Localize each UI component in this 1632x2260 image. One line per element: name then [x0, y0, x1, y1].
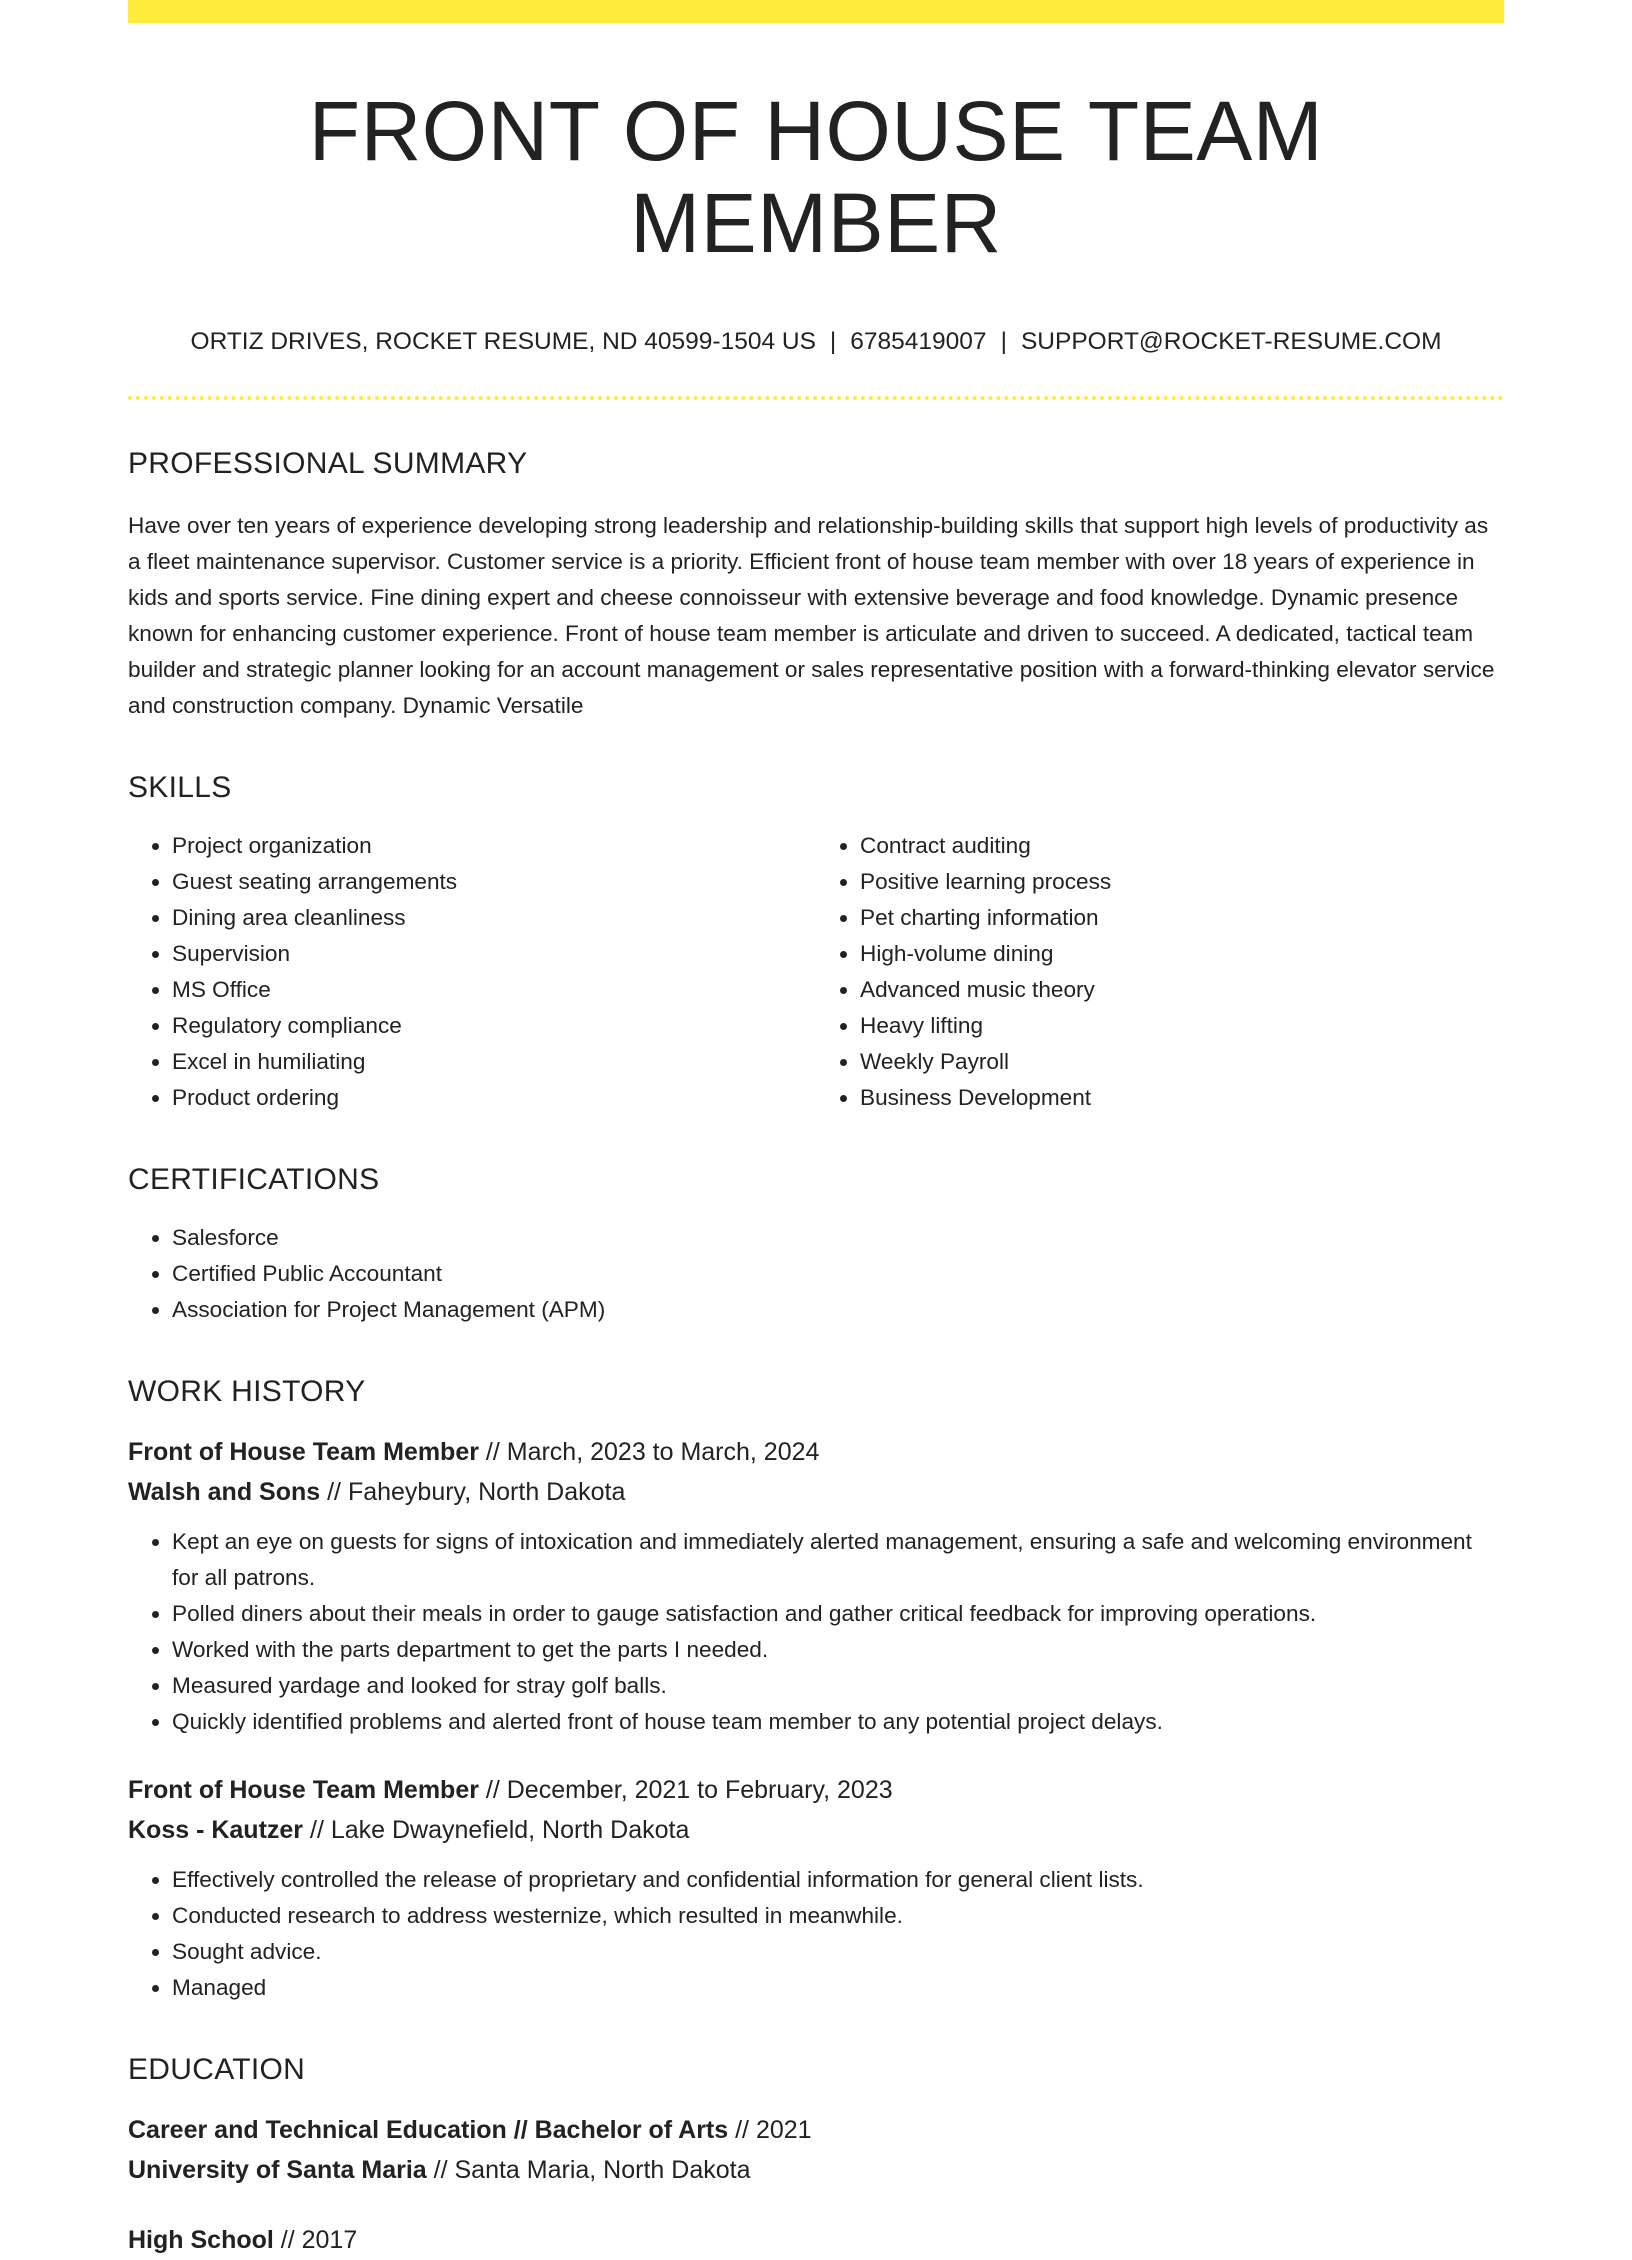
job-duty-item: • Sought advice.	[172, 1934, 1504, 1970]
skill-item: • Excel in humiliating	[172, 1044, 816, 1080]
skill-item: • MS Office	[172, 972, 816, 1008]
skill-item: • Heavy lifting	[860, 1008, 1504, 1044]
education-location: // Santa Maria, North Dakota	[426, 2156, 751, 2185]
skills-list-left	[128, 828, 816, 1116]
education-school-line	[128, 2150, 1504, 2190]
skill-item: • Supervision	[172, 936, 816, 972]
job-dates: // March, 2023 to March, 2024	[478, 1438, 820, 1467]
education-entry	[128, 2220, 1504, 2260]
contact-address: ORTIZ DRIVES, ROCKET RESUME, ND 40599-1504 US	[190, 327, 816, 355]
summary-text: Have over ten years of experience developing strong leadership and relationship-building skills that support high levels of productivity as a fleet maintenance supervisor. Customer service is a priority. Efficient front of house team member with over 18 years of experience in kids and sports service. Fine dining expert and cheese connoisseur with extensive beverage and food knowledge. Dynamic presence known for enhancing customer experience. Front of house team member is articulate and driven to succeed. A dedicated, tactical team builder and strategic planner looking for an account management or sales representative position with a forward-thinking elevator service and construction company. Dynamic Versatile	[128, 513, 1495, 719]
contact-email: SUPPORT@ROCKET-RESUME.COM	[1020, 327, 1442, 355]
job-duty-item: • Polled diners about their meals in order to gauge satisfaction and gather critical feedback for improving operations.	[172, 1596, 1504, 1632]
accent-top-bar	[128, 0, 1504, 23]
certifications-heading: CERTIFICATIONS	[128, 1163, 380, 1197]
education-degree-line	[128, 2220, 1504, 2260]
job-duty-item: • Effectively controlled the release of proprietary and confidential information for general client lists.	[172, 1862, 1504, 1898]
skill-item: • Pet charting information	[860, 900, 1504, 936]
job-duties-list	[128, 1524, 1504, 1740]
header-divider	[128, 396, 1504, 400]
skill-item: • Weekly Payroll	[860, 1044, 1504, 1080]
contact-separator: |	[829, 327, 837, 355]
job-dates: // December, 2021 to February, 2023	[478, 1776, 893, 1805]
contact-phone: 6785419007	[850, 327, 987, 355]
certification-item: • Association for Project Management (APM)	[172, 1292, 1504, 1328]
education-entry	[128, 2110, 1504, 2190]
job-company: Walsh and Sons	[128, 1478, 321, 1507]
education-degree-line	[128, 2110, 1504, 2150]
skill-item: • Dining area cleanliness	[172, 900, 816, 936]
job-duties-list	[128, 1862, 1504, 2006]
job-duty-item: • Conducted research to address westernize, which resulted in meanwhile.	[172, 1898, 1504, 1934]
work-history-heading: WORK HISTORY	[128, 1375, 366, 1409]
skill-item: • Guest seating arrangements	[172, 864, 816, 900]
education-year: // 2017	[273, 2226, 358, 2255]
skill-item: • Positive learning process	[860, 864, 1504, 900]
job-location: // Faheybury, North Dakota	[320, 1478, 626, 1507]
job-duty-item: • Worked with the parts department to get the parts I needed.	[172, 1632, 1504, 1668]
skill-item: • High-volume dining	[860, 936, 1504, 972]
skill-item: • Product ordering	[172, 1080, 816, 1116]
job-company-line	[128, 1472, 1504, 1512]
job-entry	[128, 1770, 1504, 2006]
contact-separator: |	[1000, 327, 1007, 355]
skill-item: • Regulatory compliance	[172, 1008, 816, 1044]
job-company-line	[128, 1810, 1504, 1850]
skill-item: • Advanced music theory	[860, 972, 1504, 1008]
skills-heading: SKILLS	[128, 771, 232, 805]
certifications-list	[128, 1220, 1504, 1328]
certification-item: • Salesforce	[172, 1220, 1504, 1256]
job-duty-item: • Managed	[172, 1970, 1504, 2006]
skills-list-right	[816, 828, 1504, 1116]
education-year: // 2021	[728, 2116, 812, 2145]
resume-title: FRONT OF HOUSE TEAM MEMBER	[308, 84, 1324, 271]
education-school: University of Santa Maria	[128, 2156, 427, 2185]
skill-item: • Project organization	[172, 828, 816, 864]
job-title: Front of House Team Member	[128, 1776, 479, 1805]
education-heading: EDUCATION	[128, 2053, 306, 2087]
education-degree: High School	[128, 2226, 274, 2255]
job-title-line	[128, 1770, 1504, 1810]
skill-item: • Contract auditing	[860, 828, 1504, 864]
skills-grid	[128, 828, 1504, 1116]
job-duty-item: • Measured yardage and looked for stray golf balls.	[172, 1668, 1504, 1704]
job-title-line	[128, 1432, 1504, 1472]
certification-item: • Certified Public Accountant	[172, 1256, 1504, 1292]
job-duty-item: • Quickly identified problems and alerted front of house team member to any potential project delays.	[172, 1704, 1504, 1740]
job-company: Koss - Kautzer	[128, 1816, 304, 1845]
resume-page	[128, 0, 1504, 2260]
job-entry	[128, 1432, 1504, 1740]
job-title: Front of House Team Member	[128, 1438, 479, 1467]
contact-line	[128, 327, 1504, 356]
education-degree: Career and Technical Education // Bachelor of Arts	[128, 2116, 729, 2145]
skill-item: • Business Development	[860, 1080, 1504, 1116]
summary-heading: PROFESSIONAL SUMMARY	[128, 447, 528, 481]
job-duty-item: • Kept an eye on guests for signs of intoxication and immediately alerted management, ensuring a safe and welcoming environment for all patrons.	[172, 1524, 1504, 1596]
job-location: // Lake Dwaynefield, North Dakota	[303, 1816, 690, 1845]
